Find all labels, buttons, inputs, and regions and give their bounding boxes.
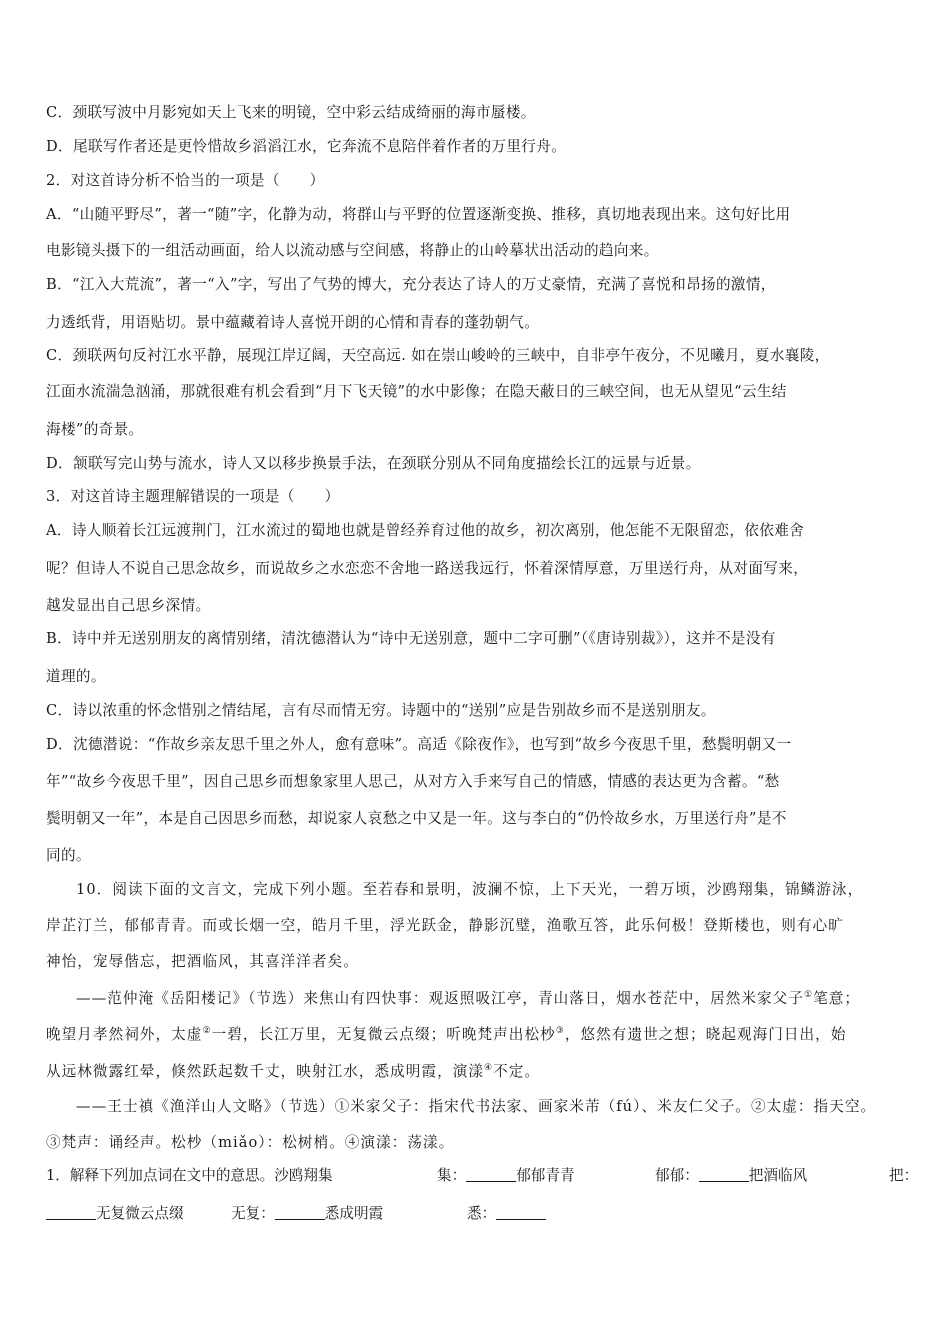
- answer-item: 集： 郁郁青青: [437, 1167, 575, 1184]
- text-line: 鬓明朝又一年”，本是自己因思乡而愁，却说家人哀愁之中又是一年。这与李白的“仍怜故乡水，万里送行舟”是不: [46, 810, 787, 827]
- source-note-line: ——王士禛《渔洋山人文略》（节选）①米家父子：指宋代书法家、画家米芾（fú）、米友仁父子。②太虚：指天空。: [76, 1098, 877, 1115]
- source-note-line: 从远林微露红晕，倏然跃起数千丈，映射江水，悉成明霞，演漾④不定。: [46, 1063, 541, 1080]
- text-line: B．诗中并无送别朋友的离情别绪，清沈德潜认为“诗中无送别意，题中二字可删”（《唐诗别裁》），这并不是没有: [46, 630, 776, 647]
- source-note-line: ——范仲淹《岳阳楼记》（节选）来焦山有四快事：观返照吸江亭，青山落日，烟水苍茫中，居然米家父子①笔意；: [76, 990, 861, 1007]
- text-line: A．“山随平野尽”，著一“随”字，化静为动，将群山与平野的位置逐渐变换、推移，真切地表现出来。这句好比用: [46, 206, 791, 223]
- text-line: 神怡，宠辱偕忘，把酒临风，其喜洋洋者矣。: [46, 953, 359, 970]
- text-line: C．诗以浓重的怀念惜别之情结尾，言有尽而情无穷。诗题中的“送别”应是告别故乡而不是送别朋友。: [46, 702, 716, 719]
- text-line: 同的。: [46, 847, 91, 864]
- text-line: 10．阅读下面的文言文，完成下列小题。至若春和景明，波澜不惊，上下天光，一碧万顷，沙鸥翔集，锦鳞游泳，: [76, 881, 864, 898]
- answer-blank[interactable]: [699, 1167, 749, 1182]
- text-line: 年”“故乡今夜思千里”，因自己思乡而想象家里人思己，从对方入手来写自己的情感，情感的表达更为含蓄。“愁: [46, 773, 780, 790]
- text-line: B．“江入大荒流”，著一“入”字，写出了气势的博大，充分表达了诗人的万丈豪情，充满了喜悦和昂扬的激情，: [46, 276, 776, 293]
- text-line: 呢？但诗人不说自己思念故乡，而说故乡之水恋恋不舍地一路送我远行，怀着深情厚意，万里送行舟，从对面写来，: [46, 560, 809, 577]
- source-note-line: ③梵声：诵经声。松杪（miǎo）：松树梢。④演漾：荡漾。: [46, 1134, 455, 1151]
- text-line: A．诗人顺着长江远渡荆门，江水流过的蜀地也就是曾经养育过他的故乡，初次离别，他怎能不无限留恋，依依难舍: [46, 522, 805, 539]
- text-line: C．颈联写波中月影宛如天上飞来的明镜，空中彩云结成绮丽的海市蜃楼。: [46, 104, 536, 121]
- text-line: 电影镜头摄下的一组活动画面，给人以流动感与空间感，将静止的山岭摹状出活动的趋向来。: [46, 242, 659, 259]
- text-line: 3．对这首诗主题理解错误的一项是（ ）: [46, 488, 340, 505]
- text-line: D．尾联写作者还是更怜惜故乡滔滔江水，它奔流不息陪伴着作者的万里行舟。: [46, 138, 567, 155]
- text-line: 力透纸背，用语贴切。景中蕴藏着诗人喜悦开朗的心情和青春的蓬勃朝气。: [46, 314, 540, 331]
- text-line: C．颈联两句反衬江水平静，展现江岸辽阔，天空高远. 如在崇山峻岭的三峡中，自非亭午夜分，不见曦月，夏水襄陵，: [46, 347, 830, 364]
- answer-item: 把：: [889, 1167, 919, 1184]
- answer-item: 郁郁： 把酒临风: [655, 1167, 808, 1184]
- text-line: 道理的。: [46, 668, 106, 685]
- text-line: 江面水流湍急汹涌，那就很难有机会看到“月下飞天镜”的水中影像；在隐天蔽日的三峡空间，也无从望见“云生结: [46, 383, 787, 400]
- question-prompt: 1．解释下列加点词在文中的意思。沙鸥翔集: [46, 1167, 333, 1184]
- text-line: 2．对这首诗分析不恰当的一项是（ ）: [46, 172, 325, 189]
- answer-blank[interactable]: [466, 1167, 516, 1182]
- answer-item: 无复： 悉成明霞: [231, 1205, 384, 1222]
- answer-blank[interactable]: [275, 1205, 325, 1220]
- text-line: D．颔联写完山势与流水，诗人又以移步换景手法，在颈联分别从不同角度描绘长江的远景与近景。: [46, 455, 701, 472]
- answer-blank[interactable]: [46, 1205, 96, 1220]
- answer-item: 悉：: [467, 1204, 546, 1224]
- answer-blank[interactable]: [496, 1205, 546, 1220]
- text-line: 越发显出自己思乡深情。: [46, 597, 211, 614]
- text-line: D．沈德潜说：“作故乡亲友思千里之外人，愈有意味”。高适《除夜作》，也写到“故乡今夜思千里，愁鬓明朝又一: [46, 736, 792, 753]
- answer-item: 无复微云点缀: [46, 1204, 184, 1224]
- source-note-line: 晚望月孝然祠外，太虚②一碧，长江万里，无复微云点缀；听晚梵声出松杪③，悠然有遗世之想；晓起观海门日出，始: [46, 1026, 847, 1043]
- text-line: 岸芷汀兰，郁郁青青。而或长烟一空，皓月千里，浮光跃金，静影沉璧，渔歌互答，此乐何极！登斯楼也，则有心旷: [46, 917, 844, 934]
- text-line: 海楼”的奇景。: [46, 421, 144, 438]
